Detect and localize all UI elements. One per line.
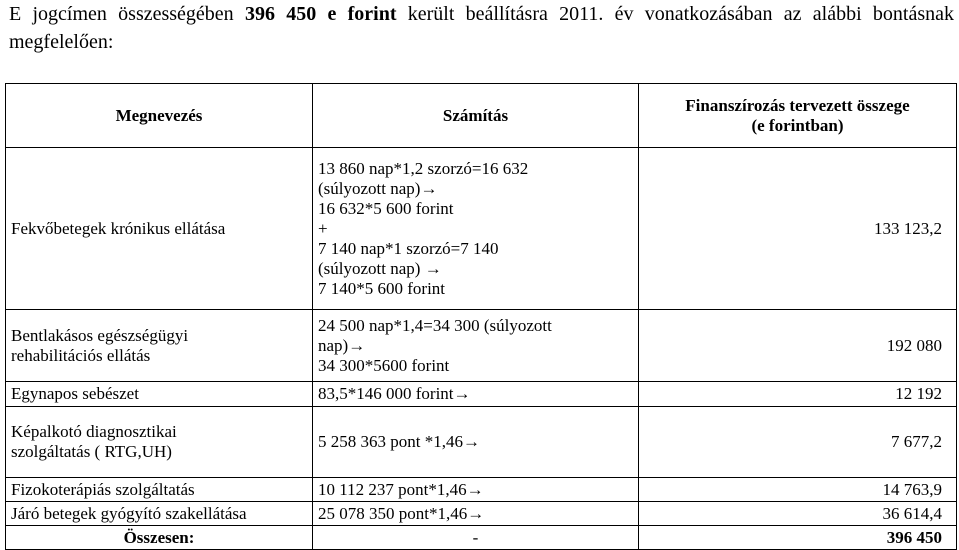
table-header-row: [6, 84, 957, 148]
table-row: [6, 310, 957, 382]
calc-line: 7 140*5 600 forint: [318, 278, 446, 298]
name-line: Képalkotó diagnosztikai: [11, 422, 177, 441]
row-value: 7 677,2: [639, 407, 957, 478]
table-total-row: [6, 526, 957, 550]
intro-suffix: került beállításra 2011. év vonatkozásában az alábbi bontásnak megfelelően:: [9, 3, 954, 53]
row-value: 133 123,2: [639, 148, 957, 310]
row-name: [6, 407, 313, 478]
funding-table: [5, 83, 957, 550]
row-value: 12 192: [639, 382, 957, 407]
intro-prefix: E jogcímen összességében: [9, 3, 245, 25]
row-calc: 10 112 237 pont*1,46→: [313, 478, 639, 502]
row-value: 36 614,4: [639, 502, 957, 526]
calc-line: +: [318, 218, 328, 238]
calc-line: (súlyozott nap)→: [318, 178, 438, 198]
total-value: 396 450: [639, 526, 957, 550]
total-label: Összesen:: [6, 526, 313, 550]
table-row: [6, 502, 957, 526]
row-calc: 25 078 350 pont*1,46→: [313, 502, 639, 526]
calc-line: 7 140 nap*1 szorzó=7 140: [318, 238, 499, 258]
intro-amount: 396 450 e forint: [244, 3, 397, 25]
row-name: Fizokoterápiás szolgáltatás: [6, 478, 313, 502]
row-value: 14 763,9: [639, 478, 957, 502]
header-funding-line1: Finanszírozás tervezett összege: [685, 95, 910, 115]
name-line: szolgáltatás ( RTG,UH): [11, 442, 172, 461]
calc-line: 16 632*5 600 forint: [318, 198, 454, 218]
header-calc: Számítás: [313, 84, 639, 148]
name-line: Bentlakásos egészségügyi: [11, 325, 189, 345]
intro-paragraph: [9, 0, 954, 56]
table-row: [6, 407, 957, 478]
row-calc: [313, 148, 639, 310]
calc-line: 34 300*5600 forint: [318, 355, 450, 375]
calc-line: (súlyozott nap) →: [318, 258, 442, 278]
row-name: Egynapos sebészet: [6, 382, 313, 407]
calc-line: 24 500 nap*1,4=34 300 (súlyozott: [318, 315, 552, 335]
row-value: 192 080: [639, 310, 957, 382]
header-funding: [639, 84, 957, 148]
row-calc: 5 258 363 pont *1,46→: [313, 407, 639, 478]
calc-line: nap)→: [318, 335, 366, 355]
row-name: Fekvőbetegek krónikus ellátása: [6, 148, 313, 310]
header-funding-line2: (e forintban): [751, 115, 844, 135]
name-line: rehabilitációs ellátás: [11, 345, 151, 365]
table-row: [6, 478, 957, 502]
row-calc: 83,5*146 000 forint→: [313, 382, 639, 407]
calc-line: 13 860 nap*1,2 szorzó=16 632: [318, 158, 529, 178]
table-row: [6, 148, 957, 310]
header-name: Megnevezés: [6, 84, 313, 148]
row-name: [6, 310, 313, 382]
row-calc: [313, 310, 639, 382]
table-row: [6, 382, 957, 407]
row-name: Járó betegek gyógyító szakellátása: [6, 502, 313, 526]
total-calc: -: [313, 526, 639, 550]
